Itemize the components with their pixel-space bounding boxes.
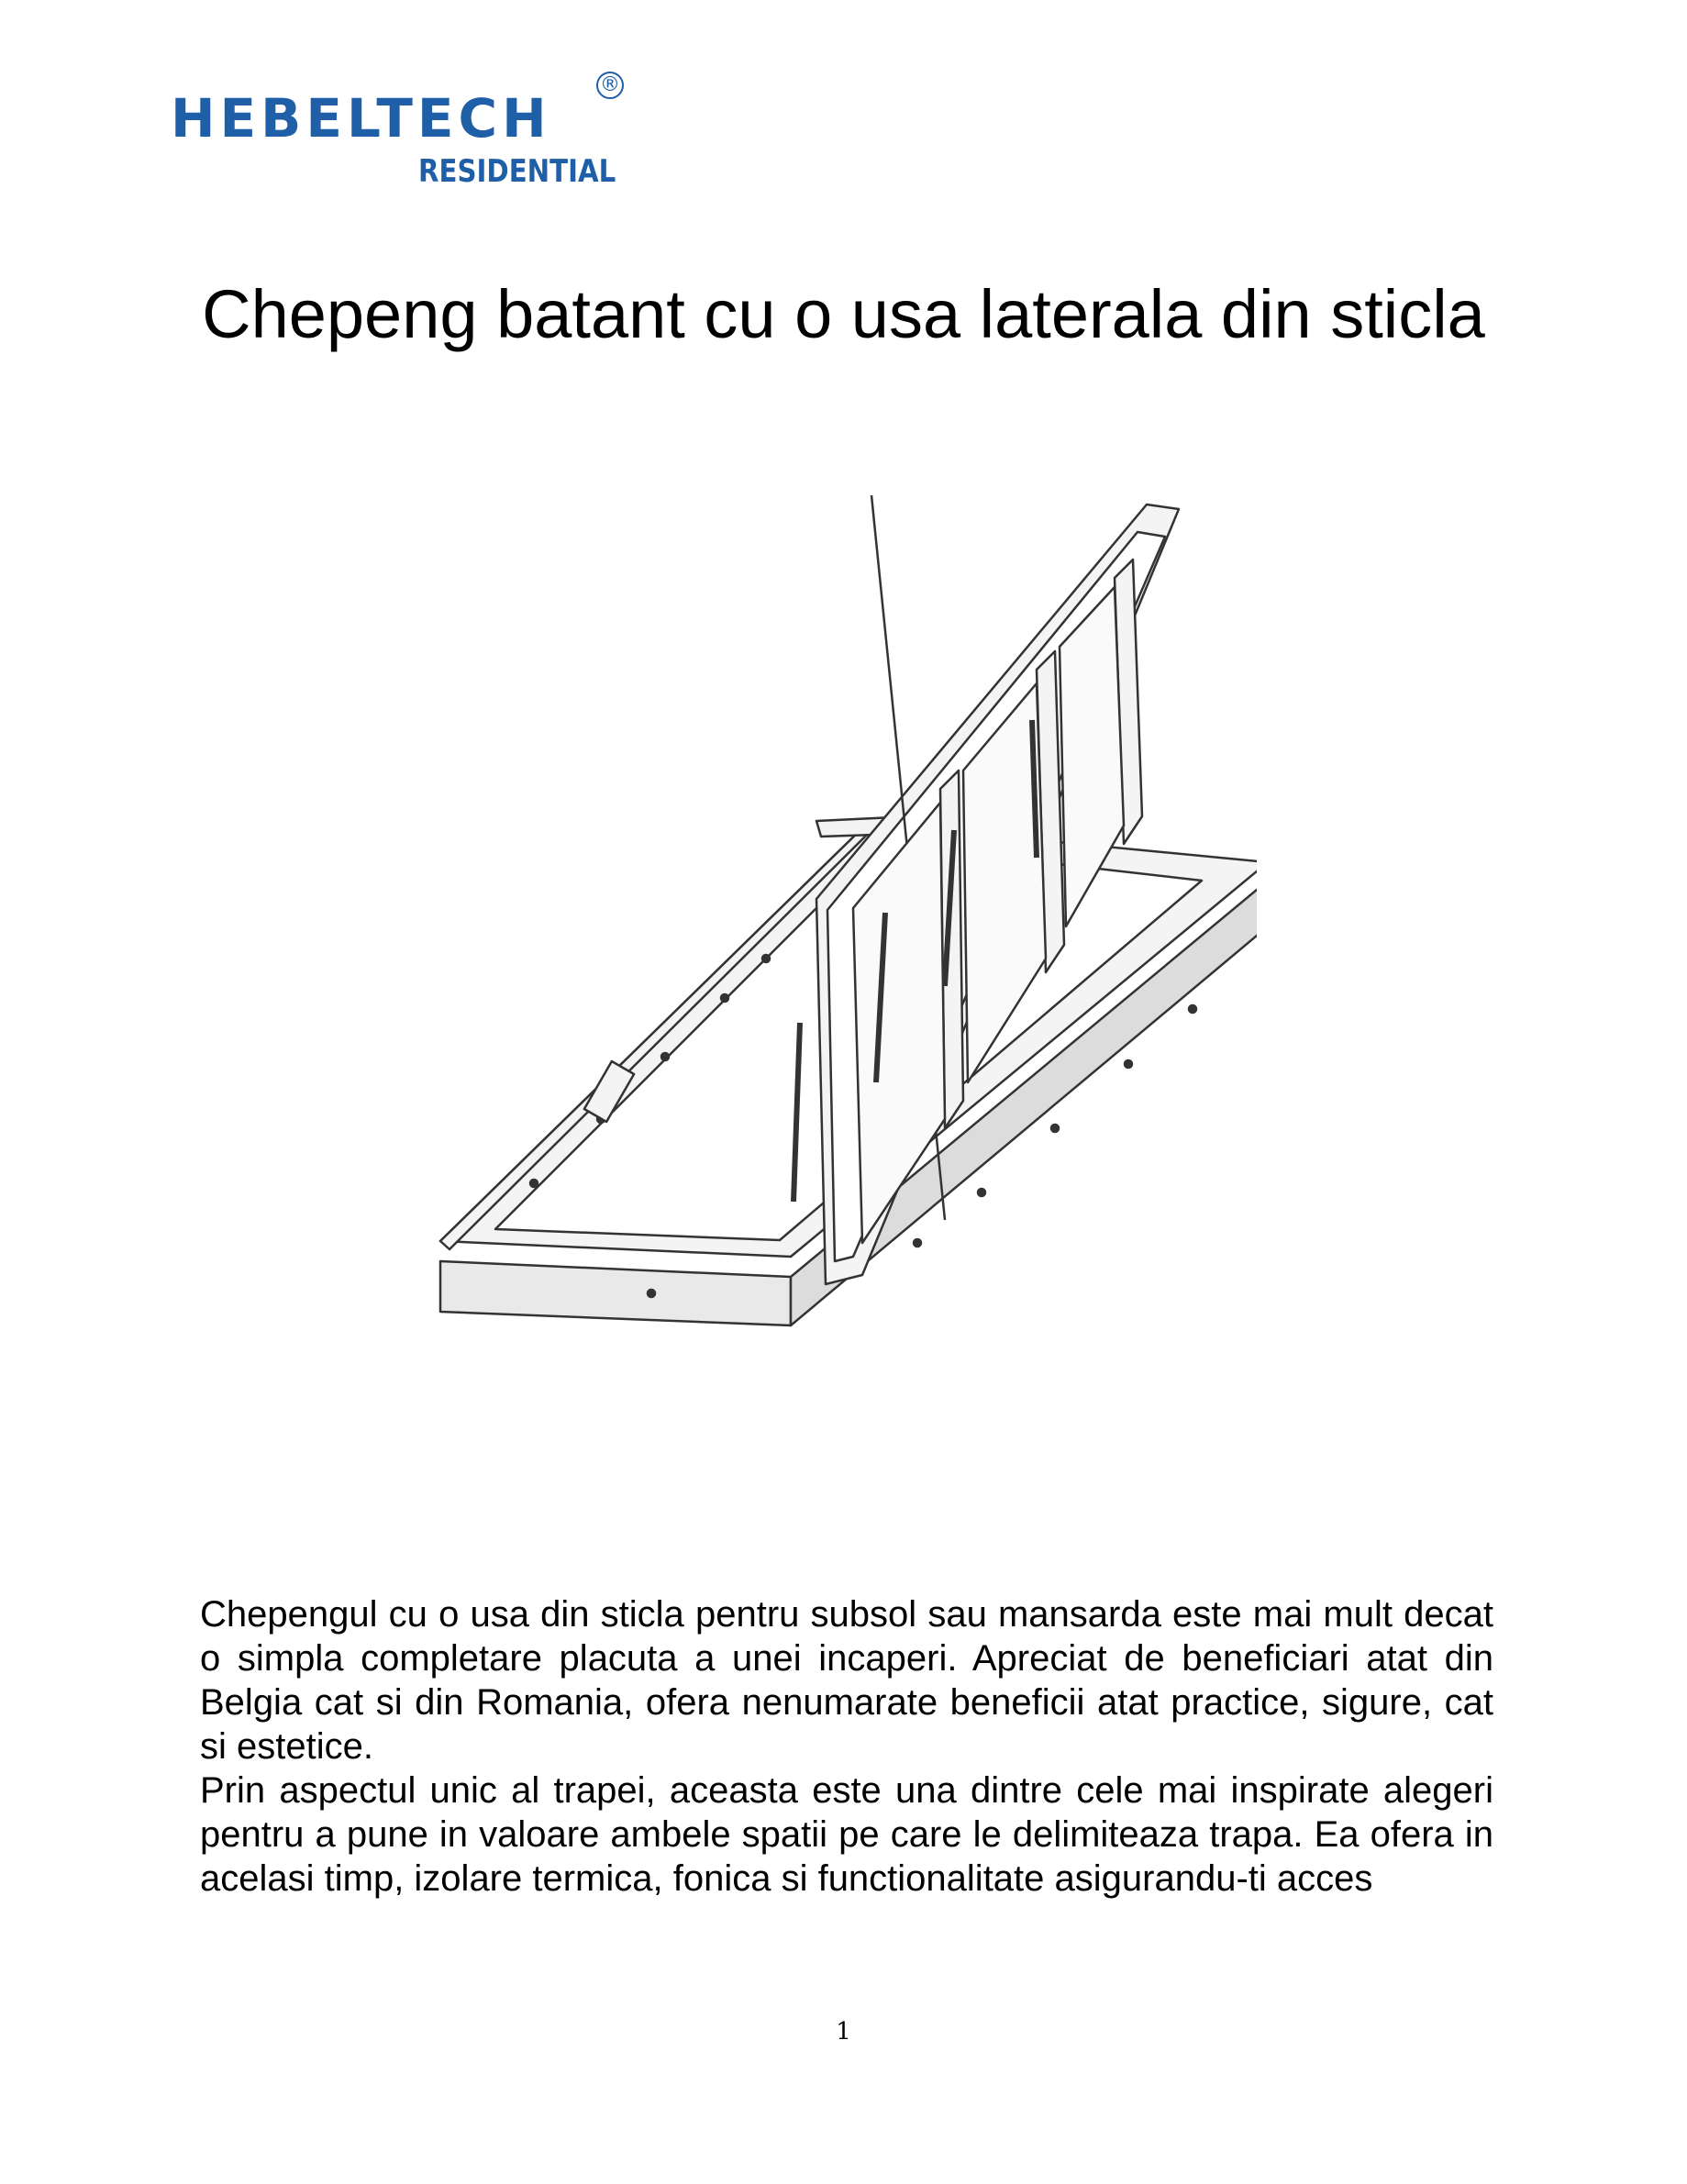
logo-subtitle: RESIDENTIAL bbox=[418, 153, 616, 190]
brand-logo bbox=[171, 72, 629, 200]
hatch-drawing-icon bbox=[431, 495, 1257, 1385]
page-number: 1 bbox=[836, 2018, 851, 2045]
body-text bbox=[200, 1592, 1493, 1901]
page-title: Chepeng batant cu o usa laterala din sticla bbox=[202, 276, 1485, 352]
paragraph: Prin aspectul unic al trapei, aceasta este una dintre cele mai inspirate alegeri pentru a pune in valoare ambele spatii pe care le delimiteaza trapa. Ea ofera in acelasi timp, izolare termica, fonica si functionalitate asigurandu-ti acces bbox=[200, 1770, 1493, 1899]
paragraph: Chepengul cu o usa din sticla pentru subsol sau mansarda este mai mult decat o simpla completare placuta a unei incaperi. Apreciat de beneficiari atat din Belgia cat si din Romania, ofera nenumarate beneficii atat practice, sigure, cat si estetice. bbox=[200, 1594, 1493, 1767]
logo-brand-text: HEBELTECH bbox=[171, 87, 551, 150]
hatch-illustration bbox=[431, 495, 1257, 1385]
registered-mark: ® bbox=[596, 72, 624, 99]
